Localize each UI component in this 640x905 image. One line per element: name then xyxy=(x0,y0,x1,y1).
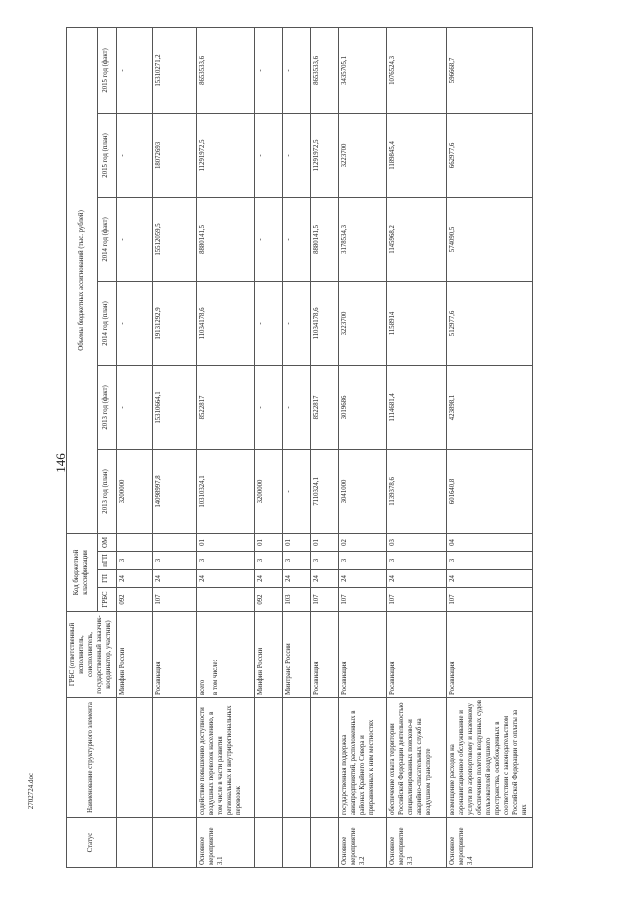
value-cell: - xyxy=(282,449,310,533)
budget-table xyxy=(66,27,533,868)
table-row xyxy=(152,27,196,867)
code-cell: 3 xyxy=(196,552,254,570)
code-cell: 092 xyxy=(254,588,282,612)
value-cell: 3200000 xyxy=(116,449,152,533)
header-volumes-group: Объемы бюджетных ассигнований (тыс. рублей) xyxy=(67,27,98,533)
code-cell: 092 xyxy=(116,588,152,612)
code-cell: 3 xyxy=(338,552,386,570)
value-cell: 15310664,1 xyxy=(152,365,196,449)
element-cell: содействие повышению доступности воздушных перевозок населению, в том числе в части развития региональных и внутрирегиональных перевозок xyxy=(196,698,254,818)
header-code: пГП xyxy=(97,552,116,570)
value-cell: - xyxy=(254,197,282,281)
value-cell: 8880141,5 xyxy=(310,197,338,281)
code-cell: 01 xyxy=(282,533,310,551)
value-cell: 3019686 xyxy=(338,365,386,449)
value-cell: - xyxy=(282,113,310,197)
value-cell: 1139378,6 xyxy=(386,449,446,533)
table-row xyxy=(386,27,446,867)
code-cell: 24 xyxy=(386,570,446,588)
code-cell: 3 xyxy=(282,552,310,570)
header-year: 2013 год (факт) xyxy=(97,365,116,449)
element-cell xyxy=(152,698,196,818)
value-cell: - xyxy=(282,27,310,113)
element-cell: возмещение расходов на аэронавигационное обслуживание и услуги по аэропортовому и наземному обеспечению полетов воздушных судов пользователей воздушного пространства, освобожденных в соответствии с законодательством Российской Федерации от оплаты за них xyxy=(446,698,532,818)
value-cell: - xyxy=(282,281,310,365)
value-cell: - xyxy=(116,197,152,281)
value-cell: 7110324,1 xyxy=(310,449,338,533)
code-cell: 02 xyxy=(338,533,386,551)
code-cell: 107 xyxy=(338,588,386,612)
grbs-cell: Росавиация xyxy=(386,612,446,698)
code-cell: 103 xyxy=(282,588,310,612)
table-row xyxy=(310,27,338,867)
header-year: 2015 год (факт) xyxy=(97,27,116,113)
code-cell: 01 xyxy=(254,533,282,551)
value-cell: 8653533,6 xyxy=(310,27,338,113)
grbs-cell: Минтранс России xyxy=(282,612,310,698)
value-cell: 1189845,4 xyxy=(386,113,446,197)
value-cell: 14098997,8 xyxy=(152,449,196,533)
value-cell: 15310271,2 xyxy=(152,27,196,113)
header-year: 2014 год (план) xyxy=(97,281,116,365)
code-cell: 24 xyxy=(446,570,532,588)
value-cell: - xyxy=(254,281,282,365)
value-cell: - xyxy=(254,365,282,449)
code-cell: 3 xyxy=(386,552,446,570)
code-cell: 04 xyxy=(446,533,532,551)
value-cell: 3223700 xyxy=(338,281,386,365)
code-cell: 107 xyxy=(446,588,532,612)
header-year: 2014 год (факт) xyxy=(97,197,116,281)
status-cell xyxy=(282,818,310,868)
status-cell xyxy=(254,818,282,868)
table-row xyxy=(338,27,386,867)
value-cell: 596668,7 xyxy=(446,27,532,113)
value-cell: - xyxy=(282,365,310,449)
code-cell: 3 xyxy=(310,552,338,570)
value-cell: 512977,6 xyxy=(446,281,532,365)
table-row xyxy=(282,27,310,867)
code-cell: 24 xyxy=(310,570,338,588)
element-cell xyxy=(310,698,338,818)
code-cell: 107 xyxy=(386,588,446,612)
value-cell: - xyxy=(116,365,152,449)
element-cell xyxy=(116,698,152,818)
code-cell: 24 xyxy=(338,570,386,588)
header-status: Статус xyxy=(67,818,117,868)
header-code: ОМ xyxy=(97,533,116,551)
status-cell: Основное мероприятие 3.2 xyxy=(338,818,386,868)
code-cell: 24 xyxy=(116,570,152,588)
grbs-cell: Минфин России xyxy=(116,612,152,698)
header-code: ГРБС xyxy=(97,588,116,612)
header-element: Наименование структурного элемента xyxy=(67,698,117,818)
value-cell: 15512059,5 xyxy=(152,197,196,281)
code-cell: 24 xyxy=(152,570,196,588)
value-cell: - xyxy=(254,113,282,197)
value-cell: 3178534,3 xyxy=(338,197,386,281)
value-cell: 8653533,6 xyxy=(196,27,254,113)
value-cell: 18072693 xyxy=(152,113,196,197)
value-cell: 3223700 xyxy=(338,113,386,197)
grbs-cell: Росавиация xyxy=(310,612,338,698)
grbs-cell xyxy=(196,612,254,698)
value-cell: 11291972,5 xyxy=(310,113,338,197)
value-cell: 11034178,6 xyxy=(310,281,338,365)
value-cell: 423898,1 xyxy=(446,365,532,449)
status-cell xyxy=(310,818,338,868)
code-cell: 107 xyxy=(152,588,196,612)
value-cell: 8880141,5 xyxy=(196,197,254,281)
status-cell xyxy=(152,818,196,868)
table-row xyxy=(116,27,152,867)
code-cell xyxy=(196,588,254,612)
page-number: 146 xyxy=(53,453,68,473)
value-cell: 601640,8 xyxy=(446,449,532,533)
code-cell: 24 xyxy=(254,570,282,588)
value-cell: 8522817 xyxy=(196,365,254,449)
code-cell: 03 xyxy=(386,533,446,551)
grbs-cell: Росавиация xyxy=(152,612,196,698)
status-cell: Основное мероприятие 3.1 xyxy=(196,818,254,868)
value-cell: 19131292,9 xyxy=(152,281,196,365)
header-grbs: ГРБС (ответственный исполнитель, соисполнитель, государственный заказчик-координатор, участник) xyxy=(67,612,117,698)
code-cell: 24 xyxy=(196,570,254,588)
code-cell: 3 xyxy=(116,552,152,570)
grbs-cell: Росавиация xyxy=(338,612,386,698)
value-cell: - xyxy=(116,27,152,113)
status-cell: Основное мероприятие 3.4 xyxy=(446,818,532,868)
status-cell xyxy=(116,818,152,868)
status-cell: Основное мероприятие 3.3 xyxy=(386,818,446,868)
grbs-cell: Росавиация xyxy=(446,612,532,698)
value-cell: 574090,5 xyxy=(446,197,532,281)
value-cell: 3200000 xyxy=(254,449,282,533)
code-cell xyxy=(116,533,152,551)
code-cell: 3 xyxy=(152,552,196,570)
code-cell xyxy=(152,533,196,551)
file-name: 2702724.doc xyxy=(27,772,35,810)
header-year: 2013 год (план) xyxy=(97,449,116,533)
value-cell: 10310324,1 xyxy=(196,449,254,533)
code-cell: 01 xyxy=(196,533,254,551)
element-cell xyxy=(254,698,282,818)
value-cell: 11291972,5 xyxy=(196,113,254,197)
rotated-table-container xyxy=(66,28,528,868)
header-year: 2015 год (план) xyxy=(97,113,116,197)
value-cell: 3041000 xyxy=(338,449,386,533)
element-cell xyxy=(282,698,310,818)
header-code: ГП xyxy=(97,570,116,588)
value-cell: - xyxy=(254,27,282,113)
grbs-cell: Минфин России xyxy=(254,612,282,698)
grbs-sublabel: в том числе: xyxy=(211,659,219,695)
value-cell: 8522817 xyxy=(310,365,338,449)
value-cell: 1114681,4 xyxy=(386,365,446,449)
value-cell: - xyxy=(116,281,152,365)
value-cell: 11034178,6 xyxy=(196,281,254,365)
element-cell: государственная поддержка авиапредприятий, расположенных в районах Крайнего Севера и приравненных к ним местностях xyxy=(338,698,386,818)
header-code-group: Код бюджетной классификации xyxy=(67,533,98,611)
value-cell: - xyxy=(282,197,310,281)
code-cell: 01 xyxy=(310,533,338,551)
code-cell: 3 xyxy=(446,552,532,570)
value-cell: 662977,6 xyxy=(446,113,532,197)
table-row xyxy=(254,27,282,867)
value-cell: 3435705,1 xyxy=(338,27,386,113)
value-cell: 1145968,2 xyxy=(386,197,446,281)
element-cell: обеспечение охвата территории Российской Федерации деятельностью специализированных поисково-и аварийно-спасательных служб на воздушном транспорте xyxy=(386,698,446,818)
code-cell: 24 xyxy=(282,570,310,588)
table-row xyxy=(196,27,254,867)
value-cell: 1076524,3 xyxy=(386,27,446,113)
grbs-label: всего xyxy=(198,679,206,695)
code-cell: 107 xyxy=(310,588,338,612)
value-cell: - xyxy=(116,113,152,197)
value-cell: 1158914 xyxy=(386,281,446,365)
table-row xyxy=(446,27,532,867)
code-cell: 3 xyxy=(254,552,282,570)
